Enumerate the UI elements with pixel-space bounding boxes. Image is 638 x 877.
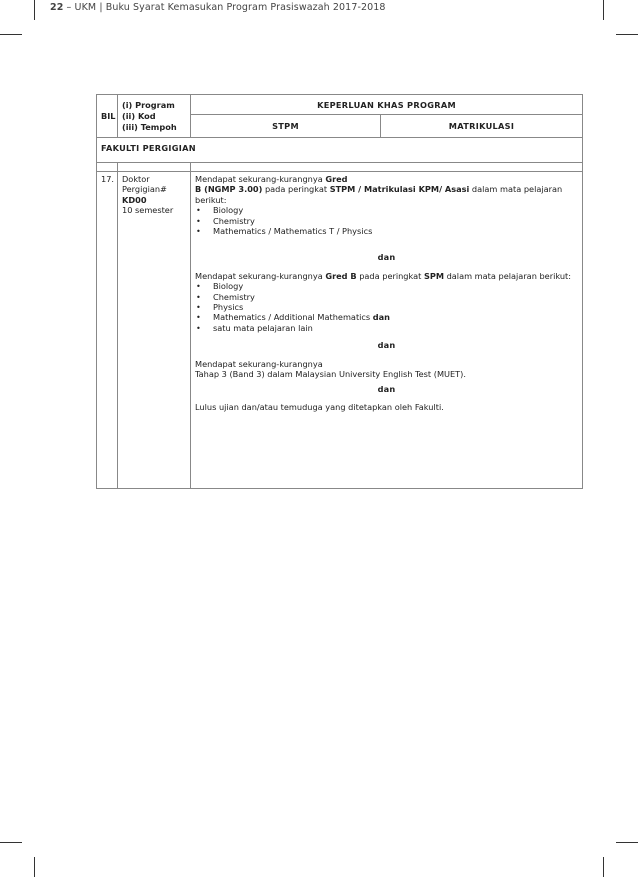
row-program: [118, 172, 191, 489]
crop-mark: [603, 857, 604, 877]
req-text: Mendapat sekurang-kurangnya: [195, 270, 326, 281]
req-text: dalam mata pelajaran berikut:: [195, 184, 563, 205]
conjunction-dan: dan: [377, 340, 396, 351]
row-bil: 17.: [97, 172, 118, 489]
crop-mark: [616, 842, 638, 843]
faculty-name: FAKULTI PERGIGIAN: [97, 138, 583, 163]
subject: Biology: [213, 205, 244, 216]
requirement-stpm: [195, 174, 578, 205]
requirement-muet: [195, 359, 578, 380]
subject: satu mata pelajaran lain: [213, 322, 313, 333]
stpm-subject-list: [195, 205, 578, 236]
subject: Chemistry: [213, 291, 255, 302]
req-text-bold: STPM / Matrikulasi KPM/ Asasi: [329, 184, 470, 195]
header-program-line: (ii) Kod: [122, 110, 156, 121]
list-item: • Physics: [196, 302, 244, 313]
req-text: dalam mata pelajaran berikut:: [443, 270, 572, 281]
list-item: • Biology: [196, 205, 244, 216]
req-text: Mendapat sekurang-kurangnya: [195, 358, 323, 369]
subject: Physics: [213, 302, 244, 313]
req-text: pada peringkat: [356, 270, 424, 281]
requirement-interview: Lulus ujian dan/atau temuduga yang ditetapkan oleh Fakulti.: [195, 401, 444, 412]
header-bil: BIL: [97, 95, 118, 138]
faculty-row: [97, 138, 583, 163]
header-program-line: (iii) Tempoh: [122, 121, 177, 132]
header-program: [118, 95, 191, 138]
spacer-cell: [191, 163, 583, 172]
table-header-row: [97, 95, 583, 115]
spacer-cell: [118, 163, 191, 172]
crop-mark: [34, 857, 35, 877]
header-stpm: STPM: [191, 115, 381, 138]
subject: Mathematics / Additional Mathematics: [213, 312, 373, 323]
program-name: Doktor Pergigian#: [122, 174, 167, 195]
requirements-table: [96, 94, 583, 489]
req-text: Tahap 3 (Band 3) dalam Malaysian University English Test (MUET).: [195, 369, 466, 380]
spacer-cell: [97, 163, 118, 172]
req-text-bold: B (NGMP 3.00): [195, 184, 263, 195]
list-item: • Biology: [196, 281, 244, 292]
subject: Mathematics / Mathematics T / Physics: [213, 226, 373, 237]
list-item: • Mathematics / Mathematics T / Physics: [196, 226, 373, 237]
running-head-title: – UKM | Buku Syarat Kemasukan Program Prasiswazah 2017-2018: [66, 2, 386, 13]
conjunction-dan: dan: [377, 383, 396, 394]
list-item: • Chemistry: [196, 215, 255, 226]
crop-mark: [0, 842, 22, 843]
header-keperluan: KEPERLUAN KHAS PROGRAM: [191, 95, 583, 115]
header-program-line: (i) Program: [122, 99, 175, 110]
subject: Biology: [213, 281, 244, 292]
list-item: • Chemistry: [196, 291, 255, 302]
header-matrikulasi: MATRIKULASI: [381, 115, 583, 138]
req-text: pada peringkat: [262, 184, 330, 195]
list-item: • satu mata pelajaran lain: [196, 322, 313, 333]
spacer-row: [97, 163, 583, 172]
crop-mark: [34, 0, 35, 20]
table-row: [97, 172, 583, 489]
row-requirements: [191, 172, 583, 489]
list-item: • Mathematics / Additional Mathematics dan: [196, 312, 391, 323]
conjunction-dan: dan: [377, 252, 396, 263]
requirement-spm: [195, 271, 578, 281]
req-text-bold: Gred B: [325, 270, 357, 281]
req-text-bold: Gred: [325, 174, 348, 184]
running-head: [50, 2, 386, 13]
crop-mark: [0, 34, 22, 35]
spm-subject-list: [195, 281, 578, 333]
program-duration: 10 semester: [122, 205, 174, 216]
req-text-bold: SPM: [423, 270, 444, 281]
req-text: Mendapat sekurang-kurangnya: [195, 174, 326, 184]
crop-mark: [616, 34, 638, 35]
req-text-bold: dan: [372, 312, 391, 323]
program-code: KD00: [122, 194, 147, 205]
subject: Chemistry: [213, 215, 255, 226]
page-number: 22: [50, 2, 64, 13]
crop-mark: [603, 0, 604, 20]
